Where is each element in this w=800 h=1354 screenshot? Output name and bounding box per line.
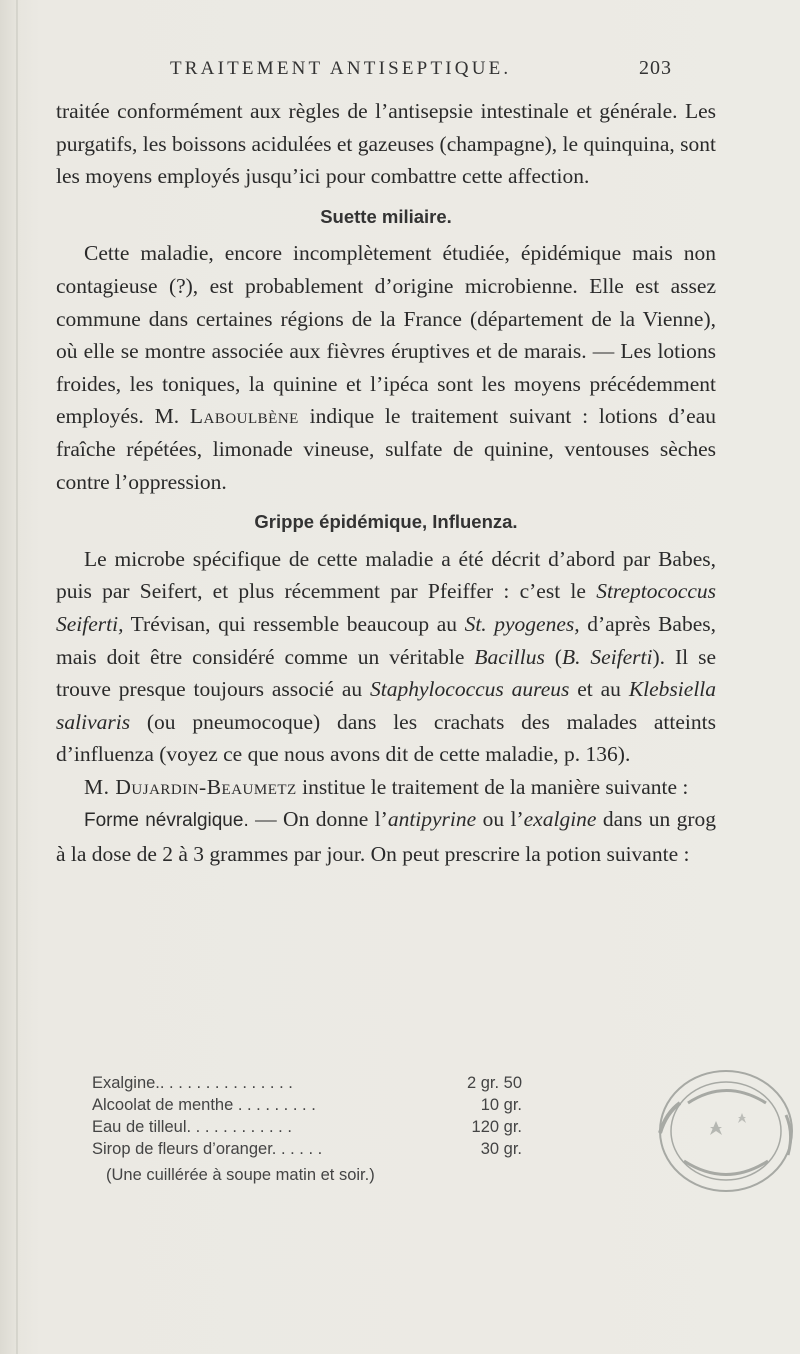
prescription-row [92, 1140, 522, 1162]
page-number: 203 [639, 57, 672, 79]
prescription-row [92, 1074, 522, 1096]
page-gutter-shadow [16, 0, 18, 1354]
species-name: Streptococcus Seiferti, [56, 579, 716, 636]
prescription-row [92, 1096, 522, 1118]
body-text [56, 95, 716, 871]
paragraph-text: Cette maladie, encore incomplètement étudiée, épidémique mais non contagieuse (?), est probablement d’origine microbienne. Elle est assez commune dans certaines régions de la France (département de la Vienne), où elle se montre associée aux fièvres éruptives et de marais. — Les lotions froides, les toniques, la quinine et l’ipéca sont les moyens précédemment employés. M. [56, 241, 716, 429]
paragraph-forme-nevralgique [56, 803, 716, 870]
paragraph-dujardin [56, 771, 716, 804]
paragraph-text: (ou pneumocoque) dans les crachats des malades atteints d’influenza (voyez ce que nous avons dit de cette maladie, p. 136). [56, 709, 716, 767]
paragraph-suette [56, 237, 716, 498]
paragraph-text: institue le traitement de la manière suivante : [296, 774, 689, 799]
running-head: TRAITEMENT ANTISEPTIQUE. [170, 58, 512, 79]
author-name: M. Dujardin-Beaumetz [84, 774, 297, 799]
species-name: B. Seiferti [561, 644, 653, 669]
run-in-heading: Forme névralgique. [84, 810, 249, 832]
paragraph-text: ou l’ [476, 807, 524, 832]
species-name: St. pyogenes, [464, 611, 580, 636]
library-stamp-icon [648, 1063, 798, 1198]
ingredient-name: Alcoolat de menthe . . . . . . . . . [92, 1096, 316, 1114]
paragraph-text: Le microbe spécifique de cette maladie a été décrit d’abord par Babes, puis par Seifert, et plus récemment par Pfeiffer : c’est le [56, 546, 716, 604]
page-header [0, 52, 800, 82]
paragraph-text: dans un grog à la dose de 2 à 3 grammes par jour. On peut prescrire la potion suivante : [56, 807, 717, 867]
ingredient-quantity: 10 gr. [480, 1096, 522, 1114]
drug-name: exalgine [523, 807, 597, 832]
species-name: Staphylococcus aureus [370, 677, 570, 702]
prescription-row [92, 1118, 522, 1140]
paragraph-grippe [56, 543, 716, 771]
ingredient-quantity: 2 gr. 50 [466, 1074, 522, 1092]
paragraph-text: Trévisan, qui ressemble beaucoup au [123, 611, 465, 636]
dosage-note: (Une cuillérée à soupe matin et soir.) [106, 1166, 375, 1184]
ingredient-name: Eau de tilleul. . . . . . . . . . . . [92, 1118, 292, 1136]
paragraph-text: traitée conformément aux règles de l’antisepsie intestinale et générale. Les purgatifs, les boissons acidulées et gazeuses (champagne), le quinquina, sont les moyens employés jusqu’ici pour combattre cette affection. [56, 99, 716, 189]
species-name: Bacillus [474, 644, 545, 669]
species-name: Klebsiella salivaris [56, 677, 717, 734]
paragraph-text: d’après Babes, mais doit être considéré comme un véritable [56, 611, 717, 669]
drug-name: antipyrine [387, 807, 477, 832]
paragraph-text: ( [544, 644, 562, 669]
ingredient-name: Sirop de fleurs d’oranger. . . . . . [92, 1140, 323, 1158]
section-title-grippe: Grippe épidémique, Influenza. [254, 511, 518, 533]
section-title-suette: Suette miliaire. [320, 205, 452, 227]
prescription [92, 1074, 522, 1190]
paragraph-text: — On donne l’ [248, 807, 388, 832]
ingredient-quantity: 120 gr. [471, 1118, 522, 1136]
ingredient-quantity: 30 gr. [480, 1140, 522, 1158]
paragraph-intro [56, 95, 716, 193]
author-name: Laboulbène [189, 404, 299, 429]
paragraph-text: ). Il se trouve presque toujours associé au [56, 644, 716, 702]
paragraph-text: indique le traitement suivant : lotions d’eau fraîche répétées, limonade vineuse, sulfate de quinine, ventouses sèches contre l’oppression. [56, 404, 716, 494]
ingredient-name: Exalgine.. . . . . . . . . . . . . . . [92, 1074, 293, 1092]
paragraph-text: et au [569, 677, 629, 702]
